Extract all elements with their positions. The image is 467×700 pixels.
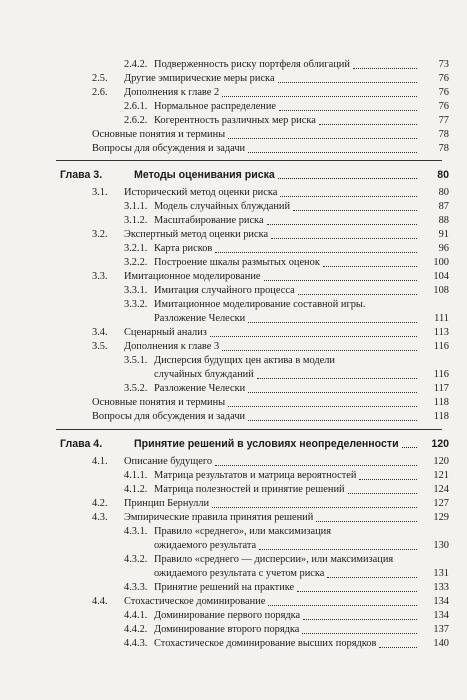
dot-leader [228, 128, 417, 139]
toc-title: Принятие решений в условиях неопределенности [134, 438, 399, 450]
dot-leader [303, 609, 417, 620]
toc-number: 4.1.2. [124, 484, 148, 495]
toc-number: 3.1.2. [124, 215, 148, 226]
toc-title: Доминирование первого порядка [154, 610, 301, 621]
dot-leader [215, 242, 417, 253]
dot-leader [278, 168, 417, 179]
toc-entry[interactable] [0, 553, 467, 567]
toc-number: 4.3.1. [124, 526, 148, 537]
toc-entry[interactable] [0, 623, 467, 637]
toc-number: Глава 4. [60, 438, 103, 450]
dot-leader [353, 58, 417, 69]
toc-page-number: 104 [433, 271, 449, 282]
toc-title: Когерентность различных мер риска [154, 115, 316, 126]
toc-number: 4.3. [92, 512, 108, 523]
toc-page-number: 78 [438, 129, 449, 140]
toc-title: Основные понятия и термины [92, 129, 226, 140]
toc-title: Исторический метод оценки риска [124, 187, 278, 198]
toc-title: Описание будущего [124, 456, 213, 467]
toc-title: Стохастическое доминирование высших порядков [154, 638, 377, 649]
toc-number: 3.2.1. [124, 243, 148, 254]
toc-number: 3.5.1. [124, 355, 148, 366]
toc-page-number: 80 [438, 187, 449, 198]
toc-title: Правило «среднего — дисперсии», или максимизация [154, 554, 394, 565]
toc-title: Подверженность риску портфеля облигаций [154, 59, 350, 70]
toc-entry[interactable] [0, 354, 467, 368]
dot-leader [379, 637, 417, 648]
dot-leader [248, 142, 417, 153]
toc-page-number: 73 [438, 59, 449, 70]
toc-page-number: 108 [433, 285, 449, 296]
toc-entry[interactable] [0, 186, 467, 200]
toc-entry[interactable] [0, 382, 467, 396]
toc-page-number: 96 [438, 243, 449, 254]
dot-leader [228, 396, 417, 407]
toc-number: 3.3. [92, 271, 108, 282]
toc-entry[interactable] [0, 114, 467, 128]
toc-entry[interactable] [0, 284, 467, 298]
toc-number: 3.1.1. [124, 201, 148, 212]
toc-number: 2.6. [92, 87, 108, 98]
dot-leader [316, 511, 417, 522]
toc-page-number: 118 [433, 397, 449, 408]
dot-leader [222, 86, 417, 97]
toc-number: 4.4. [92, 596, 108, 607]
dot-leader [210, 326, 417, 337]
dot-leader [222, 340, 417, 351]
dot-leader [319, 114, 417, 125]
toc-number: 3.5.2. [124, 383, 148, 394]
toc-page-number: 134 [433, 596, 449, 607]
toc-title: Вопросы для обсуждения и задачи [92, 143, 246, 154]
dot-leader [297, 581, 417, 592]
toc-entry[interactable] [0, 86, 467, 100]
toc-title: Масштабирование риска [154, 215, 264, 226]
toc-page-number: 120 [431, 438, 449, 450]
toc-page-number: 100 [433, 257, 449, 268]
toc-title: Методы оценивания риска [134, 169, 275, 181]
toc-page-number: 124 [433, 484, 449, 495]
dot-leader [280, 186, 417, 197]
toc-number: 4.3.3. [124, 582, 148, 593]
toc-page-number: 76 [438, 73, 449, 84]
toc-title: Вопросы для обсуждения и задачи [92, 411, 246, 422]
dot-leader [293, 200, 417, 211]
toc-entry[interactable] [0, 298, 467, 312]
toc-title: Стохастическое доминирование [124, 596, 266, 607]
toc-title: Принцип Бернулли [124, 498, 210, 509]
toc-page-number: 77 [438, 115, 449, 126]
toc-number: 3.2. [92, 229, 108, 240]
toc-entry[interactable] [0, 214, 467, 228]
toc-entry[interactable] [0, 539, 467, 553]
toc-entry[interactable] [0, 525, 467, 539]
toc-title: Дисперсия будущих цен актива в модели [154, 355, 335, 366]
toc-number: 3.5. [92, 341, 108, 352]
toc-title: Матрица полезностей и принятие решений [154, 484, 345, 495]
toc-page-number: 76 [438, 87, 449, 98]
toc-entry[interactable] [0, 637, 467, 651]
toc-page-number: 121 [433, 470, 449, 481]
toc-page-number: 116 [433, 369, 449, 380]
toc-title: Доминирование второго порядка [154, 624, 300, 635]
toc-number: 2.6.2. [124, 115, 148, 126]
toc-page-number: 111 [434, 313, 449, 324]
toc-entry[interactable] [0, 128, 467, 142]
toc-entry[interactable] [0, 581, 467, 595]
toc-page-number: 117 [433, 383, 449, 394]
toc-page-number: 140 [433, 638, 449, 649]
dot-leader [402, 437, 417, 448]
toc-number: 4.4.1. [124, 610, 148, 621]
toc-entry[interactable] [0, 469, 467, 483]
toc-title: Имитационное моделирование [124, 271, 261, 282]
toc-entry[interactable] [0, 100, 467, 114]
toc-number: 3.3.2. [124, 299, 148, 310]
toc-number: 4.2. [92, 498, 108, 509]
dot-leader [257, 368, 417, 379]
toc-number: 3.2.2. [124, 257, 148, 268]
toc-number: 4.4.3. [124, 638, 148, 649]
toc-page-number: 113 [433, 327, 449, 338]
toc-title: Правило «среднего», или максимизация [154, 526, 332, 537]
toc-page-number: 88 [438, 215, 449, 226]
toc-page-number: 116 [433, 341, 449, 352]
toc-page-number: 78 [438, 143, 449, 154]
chapter-rule [56, 160, 442, 161]
toc-entry[interactable] [0, 455, 467, 469]
toc-page-number: 134 [433, 610, 449, 621]
toc-number: 4.1.1. [124, 470, 148, 481]
dot-leader [302, 623, 417, 634]
dot-leader [264, 270, 417, 281]
toc-number: 3.4. [92, 327, 108, 338]
toc-title: Эмпирические правила принятия решений [124, 512, 314, 523]
toc-number: 4.1. [92, 456, 108, 467]
toc-title: ожидаемого результата с учетом риска [154, 568, 325, 579]
toc-number: Глава 3. [60, 169, 103, 181]
chapter-rule [56, 429, 442, 430]
toc-title: Дополнения к главе 2 [124, 87, 220, 98]
dot-leader [248, 410, 417, 421]
toc-title: случайных блужданий [154, 369, 254, 380]
toc-title: Модель случайных блужданий [154, 201, 291, 212]
toc-entry[interactable] [0, 58, 467, 72]
dot-leader [323, 256, 417, 267]
toc-number: 2.4.2. [124, 59, 148, 70]
toc-title: Матрица результатов и матрица вероятностей [154, 470, 357, 481]
dot-leader [212, 497, 417, 508]
toc-entry[interactable] [0, 368, 467, 382]
dot-leader [267, 214, 417, 225]
dot-leader [359, 469, 417, 480]
toc-title: Экспертный метод оценки риска [124, 229, 269, 240]
toc-number: 3.1. [92, 187, 108, 198]
toc-number: 3.3.1. [124, 285, 148, 296]
toc-page-number: 120 [433, 456, 449, 467]
toc-entry[interactable] [0, 511, 467, 525]
dot-leader [248, 382, 417, 393]
toc-page-number: 80 [437, 169, 449, 181]
toc-entry[interactable] [0, 142, 467, 156]
toc-entry[interactable] [0, 340, 467, 354]
dot-leader [348, 483, 417, 494]
dot-leader [279, 100, 417, 111]
toc-entry[interactable] [0, 567, 467, 581]
toc-entry[interactable] [0, 228, 467, 242]
toc-title: Основные понятия и термины [92, 397, 226, 408]
toc-title: ожидаемого результата [154, 540, 257, 551]
toc-page-number: 87 [438, 201, 449, 212]
toc-page-number: 127 [433, 498, 449, 509]
toc-title: Разложение Челески [154, 313, 246, 324]
toc-number: 4.4.2. [124, 624, 148, 635]
dot-leader [278, 72, 417, 83]
dot-leader [298, 284, 417, 295]
toc-number: 2.5. [92, 73, 108, 84]
dot-leader [327, 567, 417, 578]
toc-entry[interactable] [0, 326, 467, 340]
toc-title: Принятие решений на практике [154, 582, 295, 593]
toc-entry[interactable] [0, 270, 467, 284]
toc-page-number: 130 [433, 540, 449, 551]
toc-title: Нормальное распределение [154, 101, 277, 112]
toc-page-number: 91 [438, 229, 449, 240]
toc-entry[interactable] [0, 256, 467, 270]
toc-title: Имитационное моделирование составной игры. [154, 299, 366, 310]
toc-page-number: 133 [433, 582, 449, 593]
toc-entry[interactable] [0, 609, 467, 623]
toc-title: Карта рисков [154, 243, 213, 254]
toc-entry[interactable] [0, 200, 467, 214]
toc-page-number: 118 [433, 411, 449, 422]
toc-title: Разложение Челески [154, 383, 246, 394]
dot-leader [248, 312, 417, 323]
toc-number: 4.3.2. [124, 554, 148, 565]
toc-entry[interactable] [0, 410, 467, 424]
dot-leader [215, 455, 417, 466]
toc-chapter[interactable] [0, 168, 467, 182]
toc-page-number: 76 [438, 101, 449, 112]
toc-title: Имитация случайного процесса [154, 285, 295, 296]
dot-leader [268, 595, 417, 606]
toc-number: 2.6.1. [124, 101, 148, 112]
toc-entry[interactable] [0, 72, 467, 86]
toc-entry[interactable] [0, 497, 467, 511]
toc-chapter[interactable] [0, 437, 467, 451]
toc-page-number: 131 [433, 568, 449, 579]
toc-page-number: 129 [433, 512, 449, 523]
toc-entry[interactable] [0, 483, 467, 497]
toc-entry[interactable] [0, 312, 467, 326]
dot-leader [259, 539, 417, 550]
toc-entry[interactable] [0, 242, 467, 256]
dot-leader [271, 228, 417, 239]
toc-title: Построение шкалы размытых оценок [154, 257, 320, 268]
toc-entry[interactable] [0, 396, 467, 410]
toc-title: Дополнения к главе 3 [124, 341, 220, 352]
toc-title: Сценарный анализ [124, 327, 207, 338]
toc-title: Другие эмпирические меры риска [124, 73, 275, 84]
toc-page-number: 137 [433, 624, 449, 635]
toc-entry[interactable] [0, 595, 467, 609]
